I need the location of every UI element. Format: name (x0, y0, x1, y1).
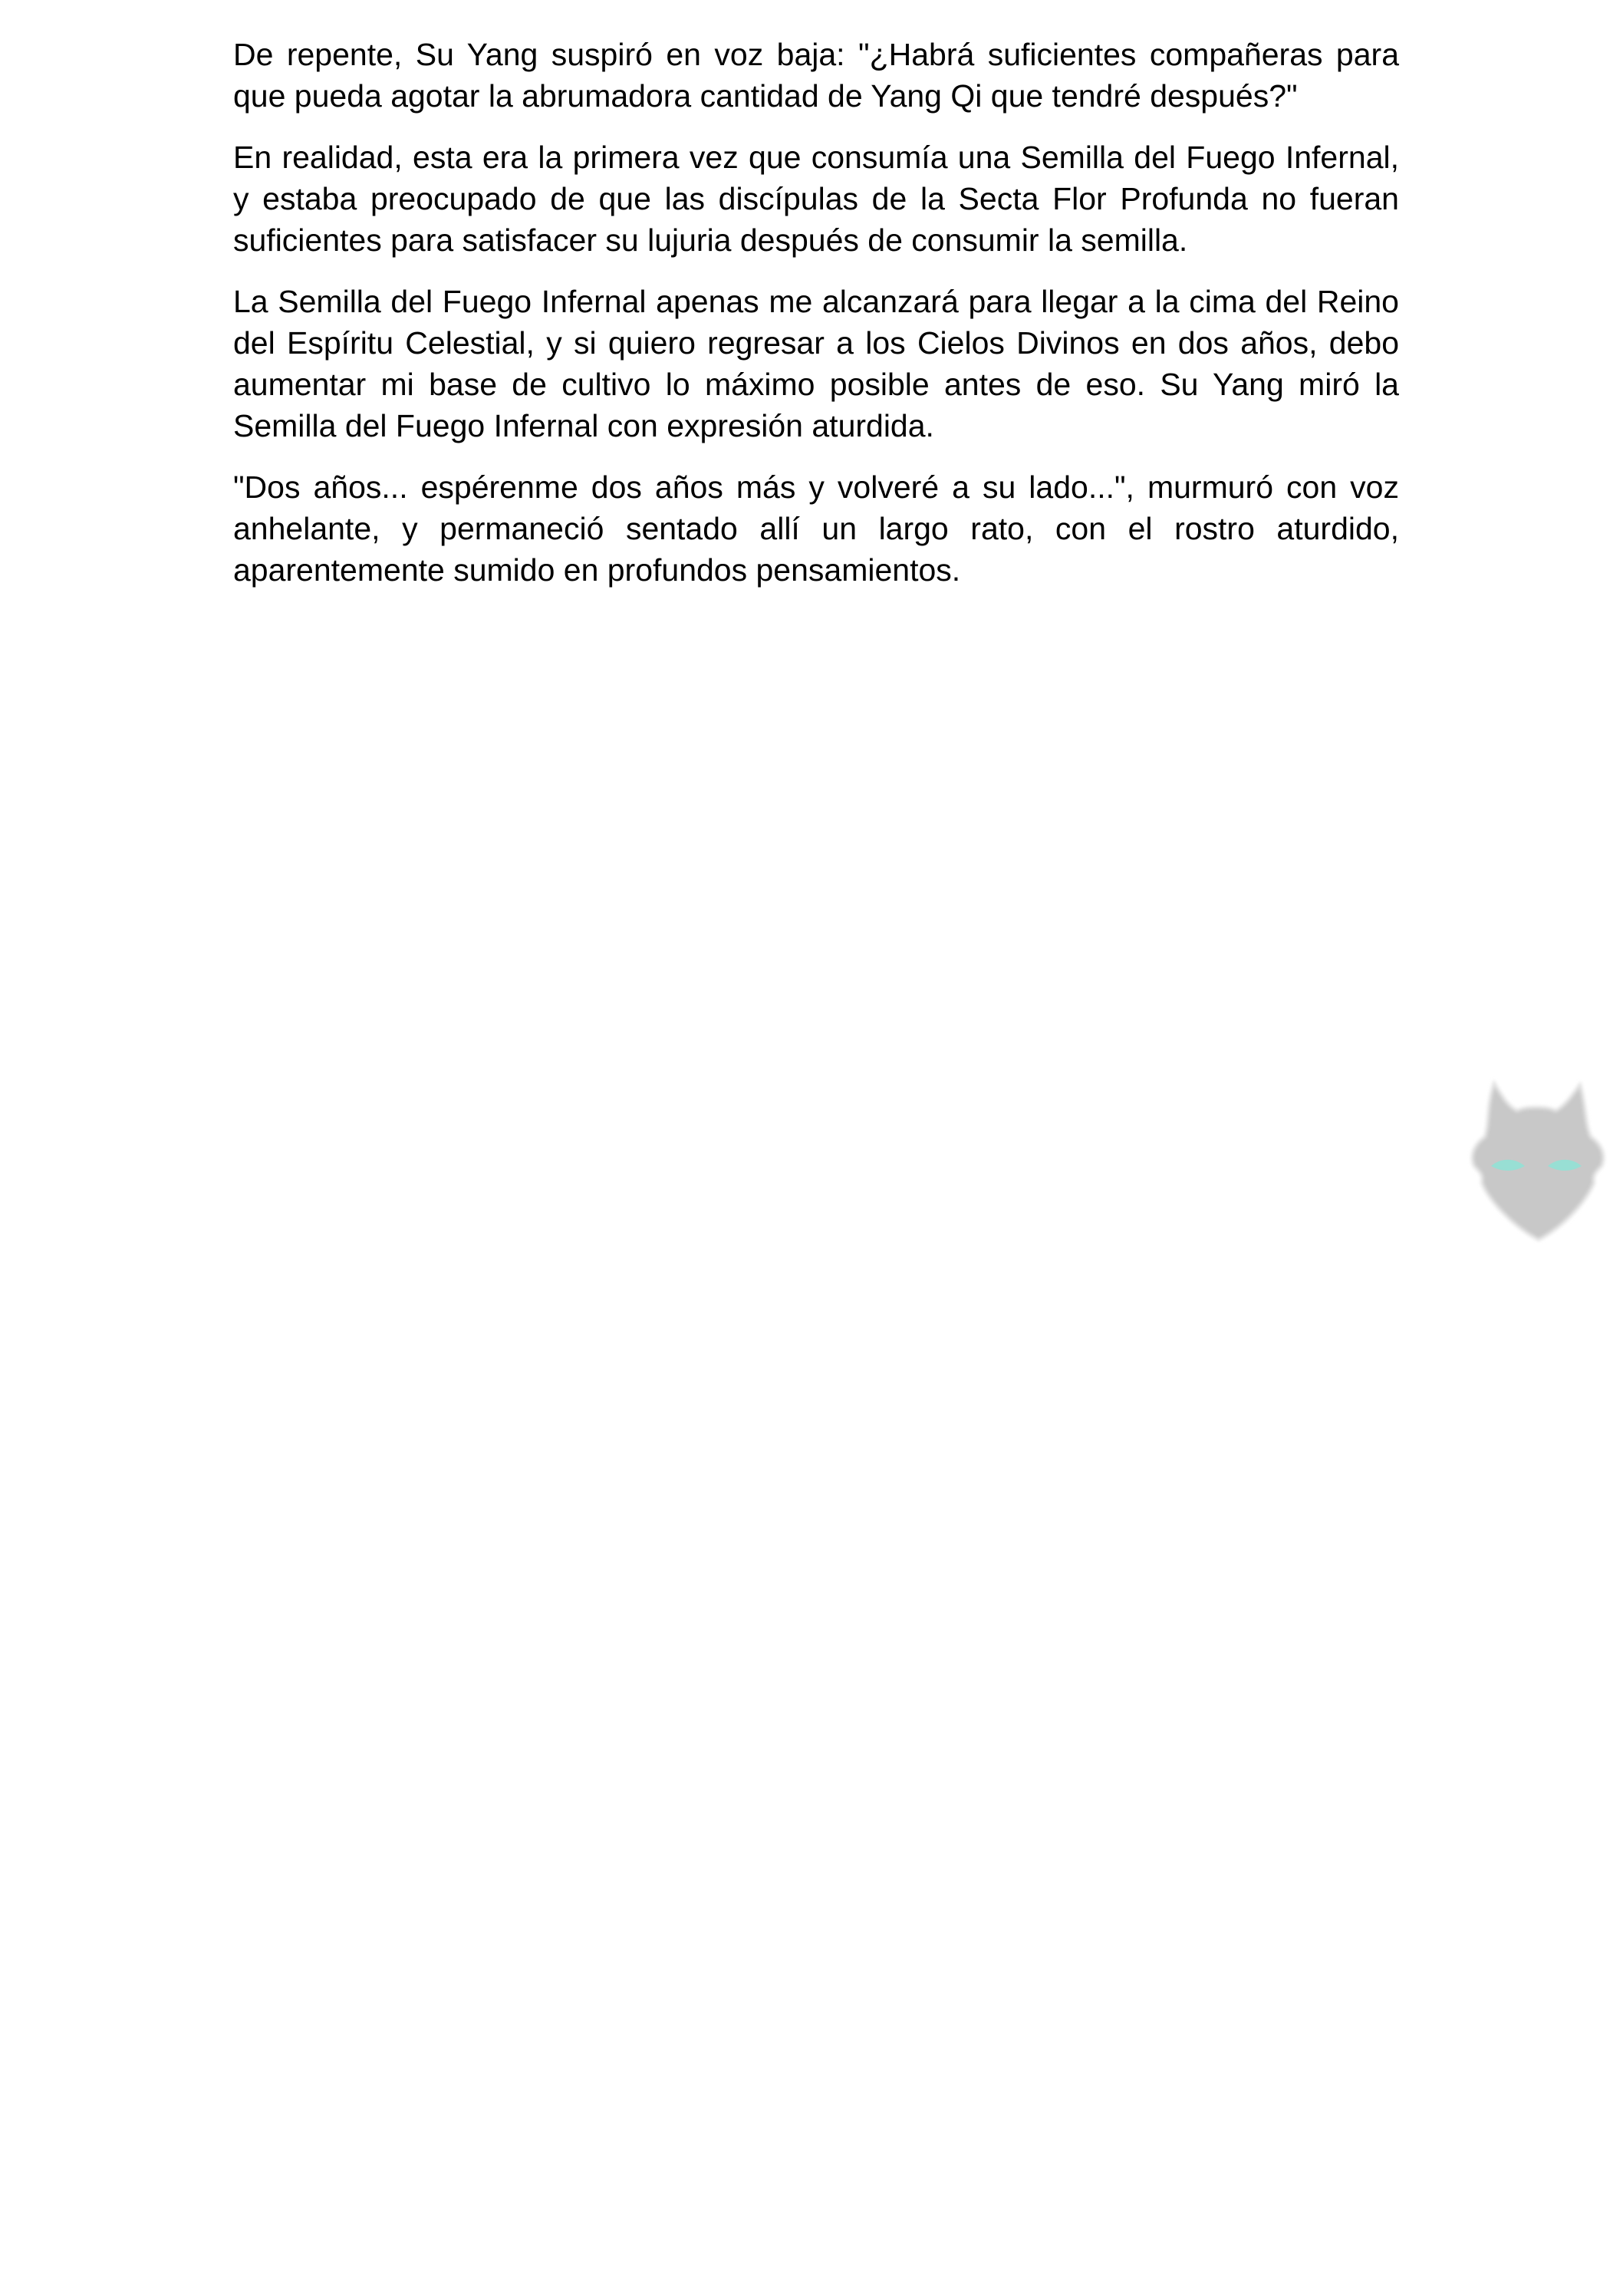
demon-head-icon (1463, 1076, 1609, 1244)
paragraph-2: En realidad, esta era la primera vez que consumía una Semilla del Fuego Infernal, y estaba preocupado de que las discípulas de la Secta Flor Profunda no fueran suficientes para satisfacer su lujuria después de consumir la semilla. (233, 140, 1399, 258)
paragraph-4: "Dos años... espérenme dos años más y volveré a su lado...", murmuró con voz anhelante, y permaneció sentado allí un largo rato, con el rostro aturdido, aparentemente sumido en profundos pensamientos. (233, 469, 1399, 588)
paragraph-1: De repente, Su Yang suspiró en voz baja: "¿Habrá suficientes compañeras para que pueda agotar la abrumadora cantidad de Yang Qi que tendré después?" (233, 37, 1399, 114)
page-content (233, 34, 1399, 611)
demon-head-shape (1473, 1083, 1604, 1240)
paragraph-3: La Semilla del Fuego Infernal apenas me alcanzará para llegar a la cima del Reino del Espíritu Celestial, y si quiero regresar a los Cielos Divinos en dos años, debo aumentar mi base de cultivo lo máximo posible antes de eso. Su Yang miró la Semilla del Fuego Infernal con expresión aturdida. (233, 284, 1399, 443)
